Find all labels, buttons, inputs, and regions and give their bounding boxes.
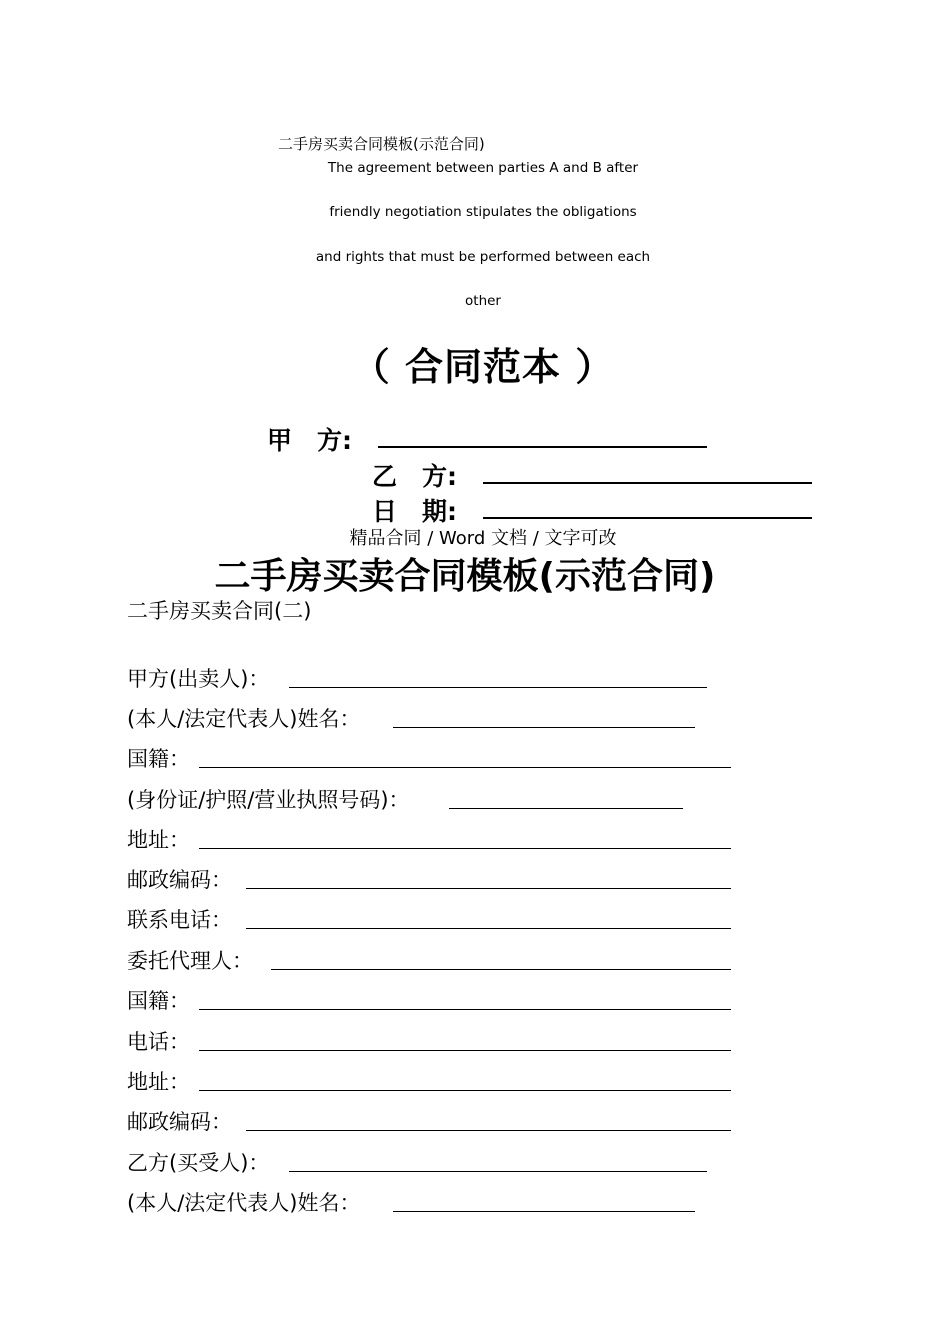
party-b-label: 乙 方: [372,462,457,491]
field-label-seller-name: (本人/法定代表人)姓名： [127,707,361,731]
field-label-address: 地址： [127,828,190,852]
document-title: 二手房买卖合同模板(示范合同) [214,556,716,597]
field-line-buyer-name[interactable] [393,1211,695,1212]
field-label-agent: 委托代理人： [127,949,253,973]
field-line-postcode[interactable] [246,888,731,889]
field-line-seller[interactable] [289,687,707,688]
party-a-label: 甲 方: [267,426,352,455]
field-label-postcode: 邮政编码： [127,868,232,892]
description-line: friendly negotiation stipulates the obligations [329,204,637,220]
field-label-agent-phone: 电话： [127,1030,190,1054]
party-b-line[interactable] [483,482,812,484]
field-label-agent-address: 地址： [127,1070,190,1094]
field-line-seller-name[interactable] [393,727,695,728]
cover-note: 精品合同 / Word 文档 / 文字可改 [349,528,617,549]
field-label-buyer-name: (本人/法定代表人)姓名： [127,1191,361,1215]
field-label-agent-nationality: 国籍： [127,989,190,1013]
date-line[interactable] [483,517,812,519]
field-line-agent-address[interactable] [199,1090,731,1091]
field-line-buyer[interactable] [289,1171,707,1172]
field-line-agent-nationality[interactable] [199,1009,731,1010]
field-line-phone[interactable] [246,928,731,929]
party-a-line[interactable] [378,446,707,448]
field-line-agent[interactable] [271,969,731,970]
cover-big-title: （ 合同范本 ） [351,345,615,389]
document-subtitle: 二手房买卖合同(二) [127,599,312,623]
field-line-agent-phone[interactable] [199,1050,731,1051]
description-line: The agreement between parties A and B after [327,160,639,176]
field-line-agent-postcode[interactable] [246,1130,731,1131]
field-label-phone: 联系电话： [127,908,232,932]
field-label-buyer: 乙方(买受人)： [127,1151,270,1175]
field-label-id-number: (身份证/护照/营业执照号码)： [127,788,410,812]
field-label-agent-postcode: 邮政编码： [127,1110,232,1134]
description-line: other [465,293,501,309]
field-line-id-number[interactable] [449,808,683,809]
date-label: 日 期: [372,497,457,526]
field-label-seller: 甲方(出卖人)： [127,667,270,691]
field-line-nationality[interactable] [199,767,731,768]
field-label-nationality: 国籍： [127,747,190,771]
cover-small-title: 二手房买卖合同模板(示范合同) [278,135,485,153]
field-line-address[interactable] [199,848,731,849]
description-line: and rights that must be performed between each [315,249,651,265]
